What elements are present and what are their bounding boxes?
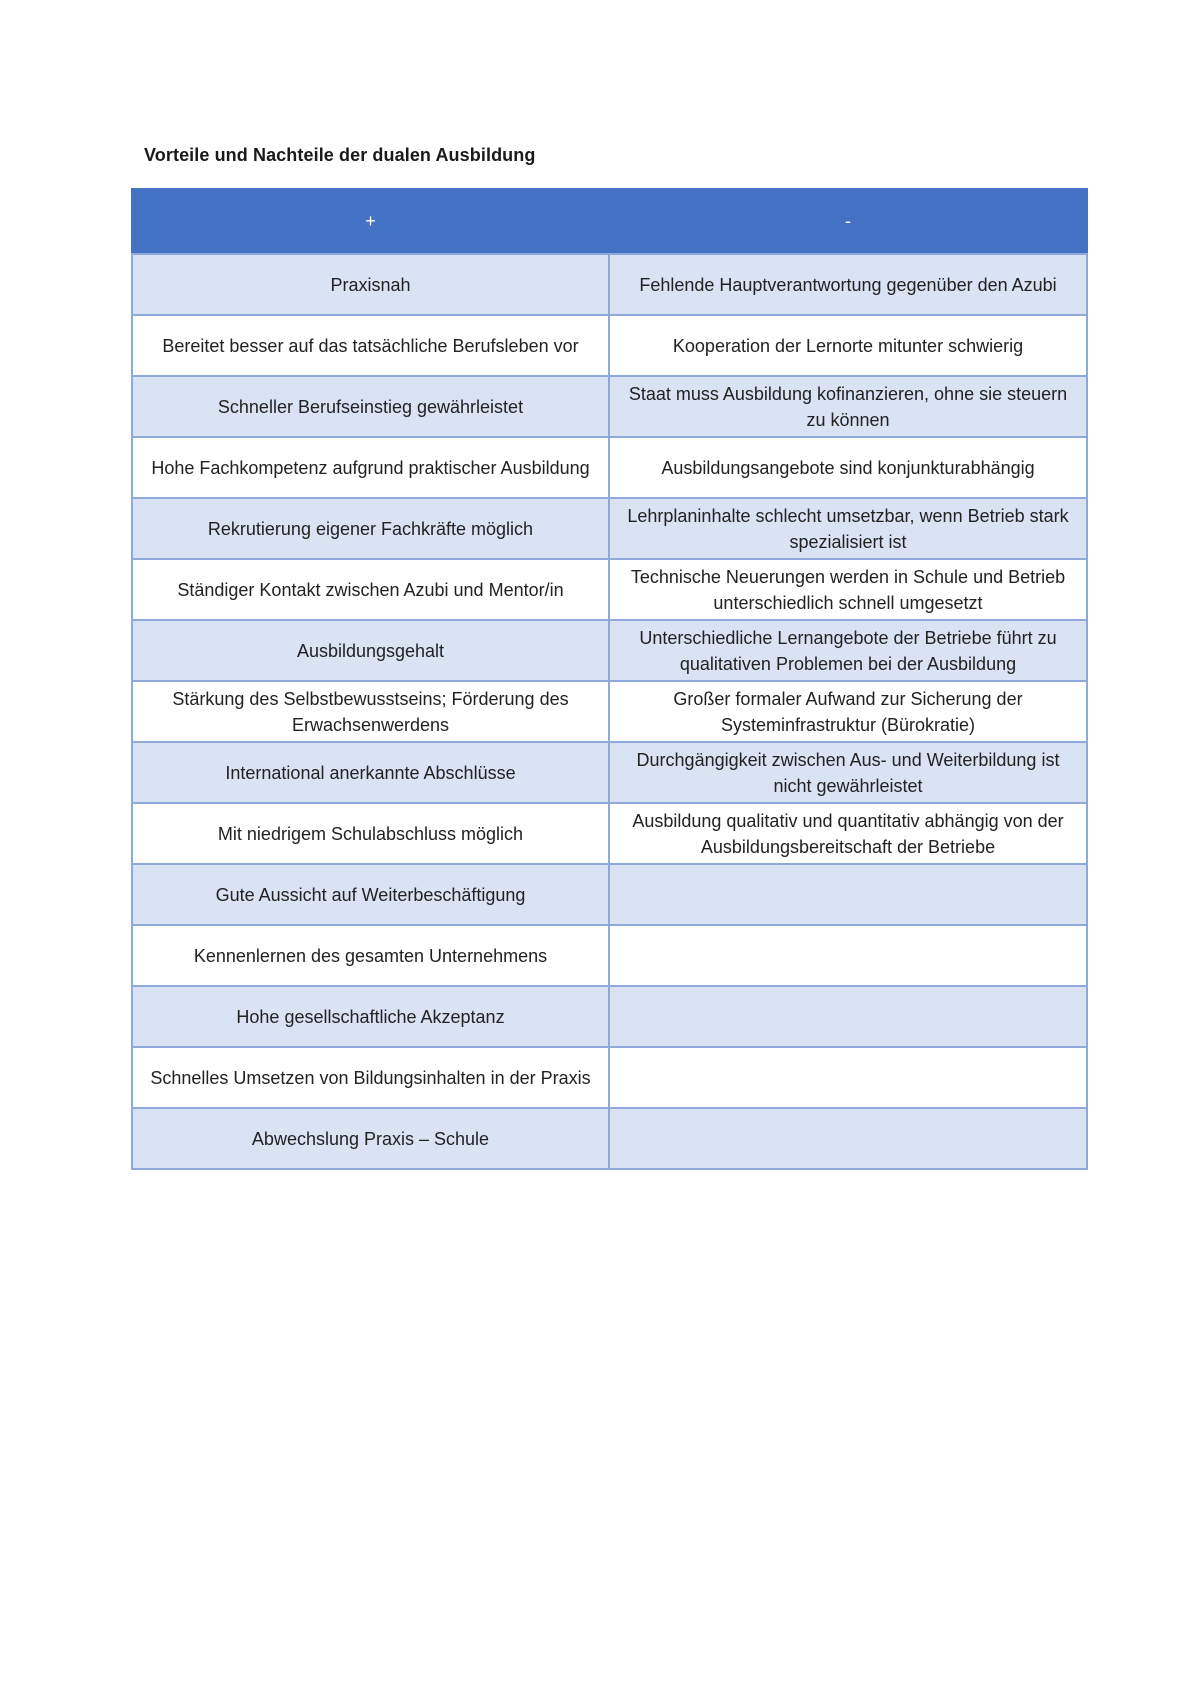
- pro-cell: Ausbildungsgehalt: [132, 620, 609, 681]
- con-cell: Ausbildung qualitativ und quantitativ abhängig von der Ausbildungsbereitschaft der Betriebe: [609, 803, 1087, 864]
- pro-cell: Schnelles Umsetzen von Bildungsinhalten in der Praxis: [132, 1047, 609, 1108]
- con-cell: [609, 864, 1087, 925]
- pro-cell: International anerkannte Abschlüsse: [132, 742, 609, 803]
- con-cell: Unterschiedliche Lernangebote der Betriebe führt zu qualitativen Problemen bei der Ausbildung: [609, 620, 1087, 681]
- con-cell: Staat muss Ausbildung kofinanzieren, ohne sie steuern zu können: [609, 376, 1087, 437]
- con-cell: [609, 986, 1087, 1047]
- header-pros: +: [132, 189, 609, 254]
- table-row: [132, 315, 1087, 376]
- con-cell: Fehlende Hauptverantwortung gegenüber den Azubi: [609, 254, 1087, 315]
- table-row: [132, 1108, 1087, 1169]
- table-row: [132, 925, 1087, 986]
- table-row: [132, 1047, 1087, 1108]
- table-row: [132, 559, 1087, 620]
- con-cell: Lehrplaninhalte schlecht umsetzbar, wenn Betrieb stark spezialisiert ist: [609, 498, 1087, 559]
- table-row: [132, 620, 1087, 681]
- pro-cell: Gute Aussicht auf Weiterbeschäftigung: [132, 864, 609, 925]
- pro-cell: Abwechslung Praxis – Schule: [132, 1108, 609, 1169]
- pro-cell: Hohe gesellschaftliche Akzeptanz: [132, 986, 609, 1047]
- table-row: [132, 742, 1087, 803]
- pro-cell: Stärkung des Selbstbewusstseins; Förderung des Erwachsenwerdens: [132, 681, 609, 742]
- table-row: [132, 376, 1087, 437]
- pro-cell: Bereitet besser auf das tatsächliche Berufsleben vor: [132, 315, 609, 376]
- table-row: [132, 437, 1087, 498]
- pro-cell: Praxisnah: [132, 254, 609, 315]
- pro-cell: Mit niedrigem Schulabschluss möglich: [132, 803, 609, 864]
- table-row: [132, 498, 1087, 559]
- con-cell: [609, 1047, 1087, 1108]
- con-cell: Technische Neuerungen werden in Schule und Betrieb unterschiedlich schnell umgesetzt: [609, 559, 1087, 620]
- pro-cell: Hohe Fachkompetenz aufgrund praktischer Ausbildung: [132, 437, 609, 498]
- pros-cons-table: [131, 188, 1088, 1170]
- pro-cell: Rekrutierung eigener Fachkräfte möglich: [132, 498, 609, 559]
- con-cell: Kooperation der Lernorte mitunter schwierig: [609, 315, 1087, 376]
- con-cell: [609, 1108, 1087, 1169]
- page-title: Vorteile und Nachteile der dualen Ausbildung: [144, 145, 536, 165]
- table-row: [132, 254, 1087, 315]
- table-row: [132, 864, 1087, 925]
- table-row: [132, 681, 1087, 742]
- pro-cell: Kennenlernen des gesamten Unternehmens: [132, 925, 609, 986]
- pro-cell: Ständiger Kontakt zwischen Azubi und Mentor/in: [132, 559, 609, 620]
- table-header-row: [132, 189, 1087, 254]
- table-row: [132, 986, 1087, 1047]
- table-row: [132, 803, 1087, 864]
- con-cell: Durchgängigkeit zwischen Aus- und Weiterbildung ist nicht gewährleistet: [609, 742, 1087, 803]
- con-cell: [609, 925, 1087, 986]
- header-cons: -: [609, 189, 1087, 254]
- con-cell: Ausbildungsangebote sind konjunkturabhängig: [609, 437, 1087, 498]
- con-cell: Großer formaler Aufwand zur Sicherung der Systeminfrastruktur (Bürokratie): [609, 681, 1087, 742]
- pro-cell: Schneller Berufseinstieg gewährleistet: [132, 376, 609, 437]
